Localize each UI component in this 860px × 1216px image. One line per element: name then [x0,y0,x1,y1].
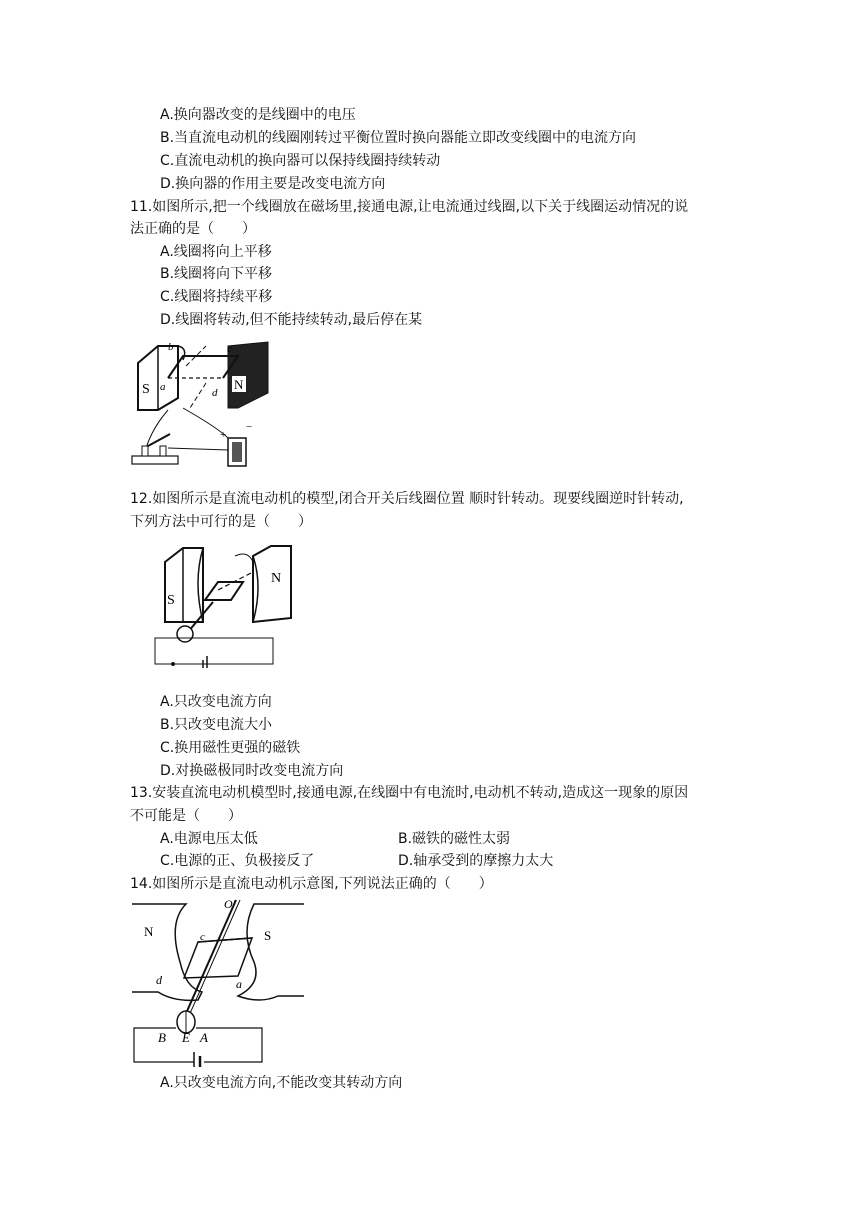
q11-b-label: b [168,341,174,353]
q14-E-label: E [182,1030,190,1045]
q11-s-label: S [142,382,150,397]
q13-option-a: A.电源电压太低 [160,831,258,847]
q12-stem-line1: 12.如图所示是直流电动机的模型,闭合开关后线圈位置 顺时针转动。现要线圈逆时针转动, [130,491,684,507]
q12-s-label: S [167,593,175,608]
q14-c-label: c [200,931,205,943]
q11-a-label: a [160,381,166,393]
q11-c-label: c [227,343,232,355]
q11-option-c: C.线圈将持续平移 [160,289,273,305]
q13-stem-line2: 不可能是（ ） [130,808,242,824]
q12-n-label: N [271,571,282,586]
q10-option-d: D.换向器的作用主要是改变电流方向 [160,176,386,192]
q13-stem-line1: 13.安装直流电动机模型时,接通电源,在线圈中有电流时,电动机不转动,造成这一现象的原因 [130,785,689,801]
q11-option-a: A.线圈将向上平移 [160,244,272,260]
q14-d-label: d [156,973,162,987]
q11-stem-line1: 11.如图所示,把一个线圈放在磁场里,接通电源,让电流通过线圈,以下关于线圈运动情况的说 [130,199,689,215]
q14-o-label: O′ [224,897,236,911]
q11-figure [128,338,273,473]
q13-option-b: B.磁铁的磁性太弱 [398,831,511,847]
q11-n-label: N [234,377,244,392]
q12-option-c: C.换用磁性更强的磁铁 [160,740,301,756]
q12-option-a: A.只改变电流方向 [160,694,272,710]
q13-option-c: C.电源的正、负极接反了 [160,853,315,869]
q14-s-label: S [264,928,272,943]
q14-option-a: A.只改变电流方向,不能改变其转动方向 [160,1075,403,1091]
q12-option-b: B.只改变电流大小 [160,717,273,733]
q10-option-c: C.直流电动机的换向器可以保持线圈持续转动 [160,153,441,169]
q12-option-d: D.对换磁极同时改变电流方向 [160,763,344,779]
q11-plus-label: + [220,429,227,441]
q10-option-b: B.当直流电动机的线圈刚转过平衡位置时换向器能立即改变线圈中的电流方向 [160,130,637,146]
q13-option-d: D.轴承受到的摩擦力太大 [398,853,554,869]
q14-B-label: B [158,1030,166,1045]
q11-stem-line2: 法正确的是（ ） [130,221,256,237]
q11-d-label: d [212,387,218,399]
q14-n-label: N [144,924,154,939]
q14-A-label: A [200,1030,208,1045]
q11-option-b: B.线圈将向下平移 [160,266,273,282]
q10-option-a: A.换向器改变的是线圈中的电压 [160,107,356,123]
q12-figure [143,542,293,672]
q14-figure [128,892,308,1067]
q14-stem: 14.如图所示是直流电动机示意图,下列说法正确的（ ） [130,876,493,892]
q11-minus-label: − [246,421,253,433]
q12-stem-line2: 下列方法中可行的是（ ） [130,514,312,530]
q14-a-label: a [236,977,242,991]
q11-option-d: D.线圈将转动,但不能持续转动,最后停在某 [160,312,423,328]
